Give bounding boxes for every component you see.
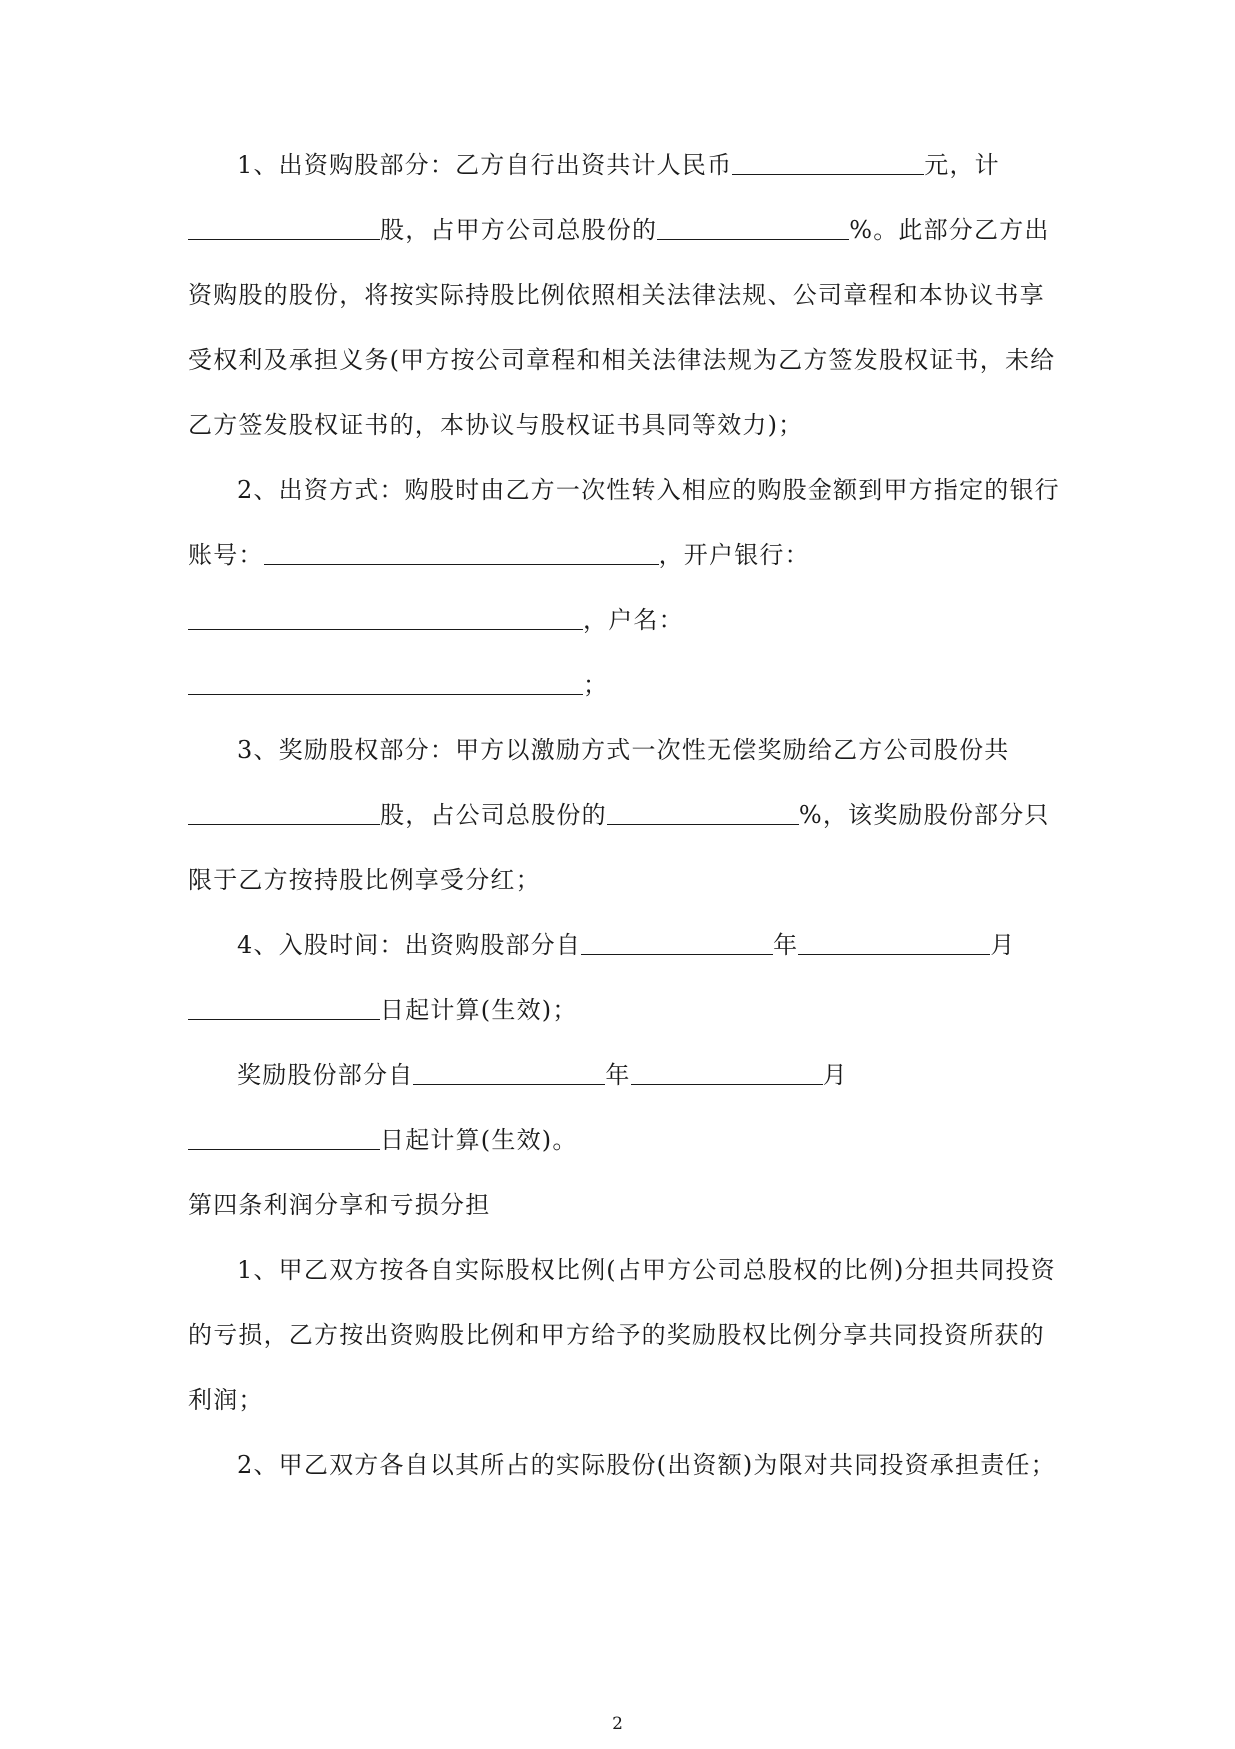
text: 受权利及承担义务(甲方按公司章程和相关法律法规为乙方签发股权证书，未给	[188, 346, 1056, 374]
text: 元，计	[924, 151, 1000, 179]
year-blank[interactable]	[413, 1062, 605, 1085]
paragraph-line	[237, 1060, 1097, 1090]
text: 2、甲乙双方各自以其所占的实际股份(出资额)为限对共同投资承担责任；	[237, 1451, 1056, 1479]
year-blank[interactable]	[581, 932, 773, 955]
paragraph-line	[188, 800, 1048, 830]
text: 4、入股时间：出资购股部分自	[237, 931, 582, 959]
fill-blank[interactable]	[732, 152, 924, 175]
paragraph-line	[188, 1385, 1048, 1415]
text: 年	[605, 1061, 631, 1089]
paragraph-line	[237, 150, 1097, 180]
month-blank[interactable]	[798, 932, 990, 955]
paragraph-line	[188, 1320, 1048, 1350]
text: 股，占甲方公司总股份的	[380, 216, 658, 244]
text: 3、奖励股权部分：甲方以激励方式一次性无偿奖励给乙方公司股份共	[237, 736, 1010, 764]
text: 1、出资购股部分：乙方自行出资共计人民币	[237, 151, 733, 179]
text: 限于乙方按持股比例享受分红；	[188, 866, 541, 894]
paragraph-line	[237, 475, 1097, 505]
paragraph-line	[237, 930, 1097, 960]
paragraph-line	[237, 735, 1097, 765]
paragraph-line	[237, 1255, 1097, 1285]
text: 日起计算(生效)；	[380, 996, 578, 1024]
text: 1、甲乙双方按各自实际股权比例(占甲方公司总股权的比例)分担共同投资	[237, 1256, 1056, 1284]
text: %。此部分乙方出	[849, 216, 1050, 244]
text: ；	[583, 671, 609, 699]
fill-blank[interactable]	[657, 217, 849, 240]
paragraph-line	[188, 540, 1048, 570]
text: 年	[773, 931, 799, 959]
paragraph-line	[188, 280, 1048, 310]
text: 资购股的股份，将按实际持股比例依照相关法律法规、公司章程和本协议书享	[188, 281, 1045, 309]
fill-blank[interactable]	[188, 802, 380, 825]
text: 第四条利润分享和亏损分担	[188, 1191, 491, 1219]
paragraph-line	[188, 865, 1048, 895]
paragraph-line	[188, 215, 1048, 245]
text: 利润；	[188, 1386, 264, 1414]
fill-blank[interactable]	[188, 217, 380, 240]
bank-name-blank[interactable]	[188, 607, 583, 630]
text: 日起计算(生效)。	[380, 1126, 578, 1154]
text: 月	[822, 1061, 848, 1089]
section-heading	[188, 1190, 1048, 1220]
text: 2、出资方式：购股时由乙方一次性转入相应的购股金额到甲方指定的银行	[237, 476, 1060, 504]
day-blank[interactable]	[188, 997, 380, 1020]
text: 奖励股份部分自	[237, 1061, 414, 1089]
fill-blank[interactable]	[607, 802, 799, 825]
paragraph-line	[237, 1450, 1097, 1480]
paragraph-line	[188, 410, 1048, 440]
account-holder-blank[interactable]	[188, 672, 583, 695]
paragraph-line	[188, 1125, 1048, 1155]
text: 月	[990, 931, 1016, 959]
page-number: 2	[612, 1714, 623, 1734]
paragraph-line	[188, 605, 1048, 635]
text: %，该奖励股份部分只	[798, 801, 1050, 829]
text: ，户名：	[583, 606, 684, 634]
text: 的亏损，乙方按出资购股比例和甲方给予的奖励股权比例分享共同投资所获的	[188, 1321, 1045, 1349]
text: 账号：	[188, 541, 264, 569]
account-number-blank[interactable]	[264, 542, 659, 565]
text: ，开户银行：	[658, 541, 810, 569]
day-blank[interactable]	[188, 1127, 380, 1150]
text: 股，占公司总股份的	[380, 801, 607, 829]
paragraph-line	[188, 670, 1048, 700]
paragraph-line	[188, 995, 1048, 1025]
month-blank[interactable]	[631, 1062, 823, 1085]
paragraph-line	[188, 345, 1056, 375]
text: 乙方签发股权证书的，本协议与股权证书具同等效力)；	[188, 411, 804, 439]
